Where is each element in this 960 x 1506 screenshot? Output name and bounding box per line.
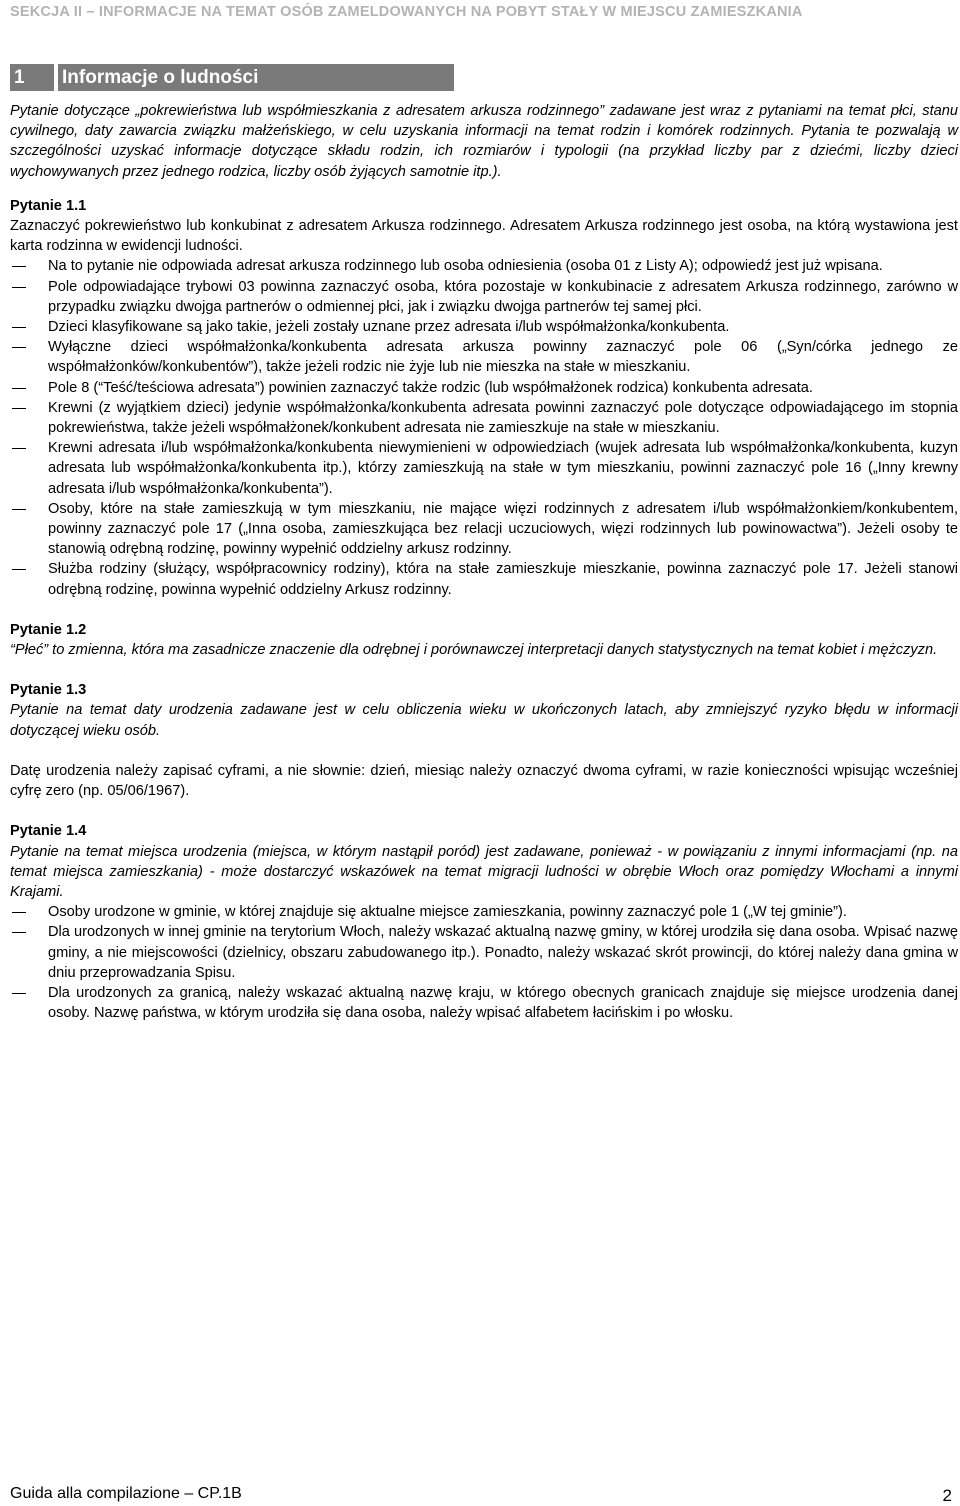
q13-text: Pytanie na temat daty urodzenia zadawane jest w celu obliczenia wieku w ukończonych latach, aby zmniejszyć ryzyko błędu w informacji dotyczącej wieku osób. <box>10 702 958 739</box>
chapter-number: 1 <box>14 67 25 88</box>
list-item: Na to pytanie nie odpowiada adresat arkusza rodzinnego lub osoba odniesienia (osoba 01 z Listy A); odpowiedź jest już wpisana. <box>10 256 958 276</box>
intro-part1: Pytanie dotyczące „pokrewieństwa lub współmieszkania z adresatem arkusza rodzinnego” zadawane jest wraz z pytaniami na temat płci, stanu cywilnego, daty zawarcia związku małżeńskiego, w celu uzyskania informacji na temat rodzin i komórek rodzinnych. <box>10 103 958 140</box>
q11-text-b: Adresatem Arkusza rodzinnego jest osoba, na którą wystawiona jest karta rodzinna w ewidencji ludności. <box>10 218 958 255</box>
q13-title: Pytanie 1.3 <box>10 682 87 699</box>
list-item: Pole 8 (“Teść/teściowa adresata”) powinien zaznaczyć także rodzic (lub współmałżonek rodzica) konkubenta adresata. <box>10 378 958 398</box>
list-item: Krewni adresata i/lub współmałżonka/konkubenta niewymienieni w odpowiedziach (wujek adresata lub współmałżonka/konkubenta, kuzyn adresata lub współmałżonka/konkubenta itp.), którzy zamieszkują na stałe w tym mieszkaniu, powinni zaznaczyć pole 16 („Inny krewny adresata i/lub współmałżonka/konkubenta”). <box>10 438 958 499</box>
section-header: SEKCJA II – INFORMACJE NA TEMAT OSÓB ZAMELDOWANYCH NA POBYT STAŁY W MIEJSCU ZAMIESZKANIA <box>10 4 803 20</box>
q11-text <box>10 216 958 256</box>
q11-bullets <box>10 256 958 599</box>
list-item: Osoby, które na stałe zamieszkują w tym mieszkaniu, nie mające więzi rodzinnych z adresatem i/lub współmałżonkiem/konkubentem, powinny zaznaczyć pole 17 („Inna osoba, zamieszkująca bez relacji uczuciowych, więzi rodzinnych lub powinowactwa”). Jeżeli osoby te stanowią odrębną rodzinę, powinny wypełnić oddzielny arkusz rodzinny. <box>10 499 958 560</box>
chapter-separator <box>54 64 58 91</box>
list-item: Dla urodzonych za granicą, należy wskazać aktualną nazwę kraju, w którego obecnych granicach znajduje się miejsce urodzenia danej osoby. Nazwę państwa, w którym urodziła się dana osoba, należy wpisać alfabetem łacińskim i po włosku. <box>10 983 958 1023</box>
q12-title: Pytanie 1.2 <box>10 621 87 638</box>
q12-text: “Płeć” to zmienna, która ma zasadnicze znaczenie dla odrębnej i porównawczej interpretacji danych statystycznych na temat kobiet i mężczyzn. <box>10 642 938 659</box>
list-item: Osoby urodzone w gminie, w której znajduje się aktualne miejsce zamieszkania, powinny zaznaczyć pole 1 („W tej gminie”). <box>10 902 958 922</box>
intro-paragraph <box>10 101 958 182</box>
q14-bullets <box>10 902 958 1023</box>
q13-text2: Datę urodzenia należy zapisać cyframi, a nie słownie: dzień, miesiąc należy oznaczyć dwoma cyframi, w razie konieczności wpisując wcześniej cyfrę zero (np. 05/06/1967). <box>10 762 958 800</box>
list-item: Dzieci klasyfikowane są jako takie, jeżeli zostały uznane przez adresata i/lub współmałżonka/konkubenta. <box>10 317 958 337</box>
q11-text-a: Zaznaczyć pokrewieństwo lub konkubinat z adresatem Arkusza rodzinnego. <box>10 218 506 235</box>
list-item: Służba rodziny (służący, współpracownicy rodziny), która na stałe zamieszkuje mieszkanie, powinna zaznaczyć pole 17. Jeżeli stanowi odrębną rodzinę, powinna wypełnić oddzielny Arkusz rodzinny. <box>10 559 958 599</box>
q14-title: Pytanie 1.4 <box>10 823 87 840</box>
list-item: Krewni (z wyjątkiem dzieci) jedynie współmałżonka/konkubenta adresata powinni zaznaczyć pole dotyczące odpowiadającego im stopnia pokrewieństwa, także jeżeli współmałżonek/konkubent adresata nie zamieszkuje na stałe w mieszkaniu. <box>10 398 958 438</box>
list-item: Wyłączne dzieci współmałżonka/konkubenta adresata arkusza powinny zaznaczyć pole 06 („Syn/córka jednego ze współmałżonków/konkubentów”), także jeżeli rodzic nie żyje lub nie mieszka na stałe w mieszkaniu. <box>10 337 958 377</box>
intro-part2: Pytania te pozwalają w szczególności uzyskać informacje dotyczące składu rodzin, ich rozmiarów i typologii (na przykład liczby par z dziećmi, liczby dzieci wychowywanych przez jednego rodzica, liczby osób żyjących samotnie itp.). <box>10 123 958 180</box>
q14-text: Pytanie na temat miejsca urodzenia (miejsca, w którym nastąpił poród) jest zadawane, ponieważ - w powiązaniu z innymi informacjami (np. na temat miejsca zamieszkania) - może dostarczyć wskazówek na temat migracji ludności w obrębie Włoch oraz pomiędzy Włochami a innymi Krajami. <box>10 843 958 900</box>
footer-guide-title: Guida alla compilazione – CP.1B <box>10 1485 242 1502</box>
page-number: 2 <box>942 1486 952 1505</box>
list-item: Dla urodzonych w innej gminie na terytorium Włoch, należy wskazać aktualną nazwę gminy, w której urodziła się dana osoba. Wpisać nazwę gminy, a nie miejscowości (dzielnicy, obszaru zabudowanego itp.). Ponadto, należy wskazać skrót prowincji, do której należy dana gmina w dniu przeprowadzania Spisu. <box>10 922 958 983</box>
list-item: Pole odpowiadające trybowi 03 powinna zaznaczyć osoba, która pozostaje w konkubinacie z adresatem Arkusza rodzinnego, zarówno w przypadku związku dwojga partnerów o odmiennej płci, jak i związku dwojga partnerów tej samej płci. <box>10 277 958 317</box>
q11-title: Pytanie 1.1 <box>10 197 87 214</box>
chapter-bar <box>10 64 454 91</box>
chapter-title: Informacje o ludności <box>62 67 259 88</box>
document-body <box>10 101 958 1023</box>
